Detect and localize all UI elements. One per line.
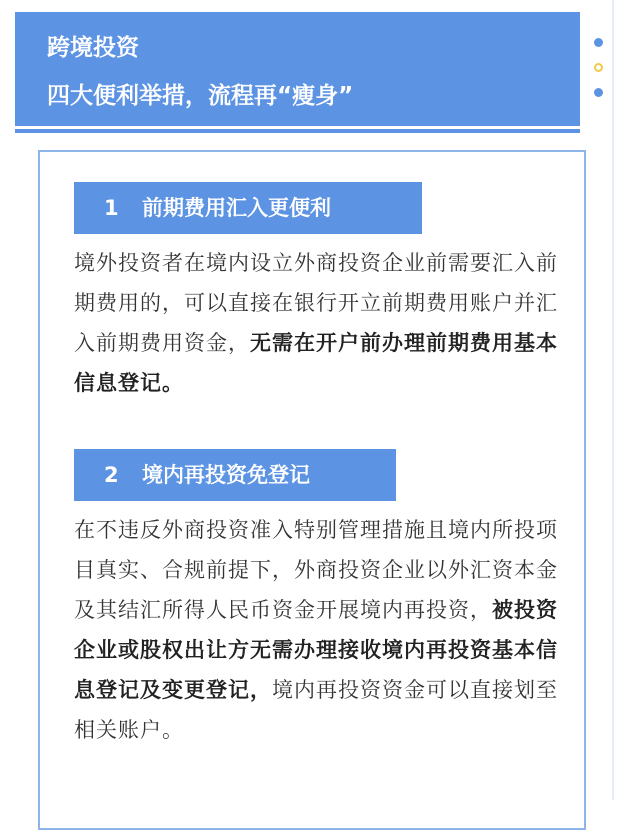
section-number: 1 bbox=[104, 196, 119, 220]
section-heading bbox=[74, 182, 422, 234]
dot-blue-icon bbox=[594, 38, 603, 47]
header-underline bbox=[15, 129, 580, 133]
body-bold-text: 被投资企业或股权出让方无需办理接收境内再投资基本信息登记及变更登记， bbox=[74, 598, 558, 702]
body-bold-text: 无需在开户前办理前期费用基本信息登记。 bbox=[74, 331, 558, 395]
section-heading bbox=[74, 449, 396, 501]
header-subtitle: 四大便利举措，流程再“瘦身” bbox=[47, 83, 354, 109]
section-number: 2 bbox=[104, 463, 119, 487]
section-body bbox=[74, 510, 564, 750]
body-regular-text: 在不违反外商投资准入特别管理措施且境内所投项目真实、合规前提下，外商投资企业以外汇资本金及其结汇所得人民币资金开展境内再投资， bbox=[74, 518, 558, 622]
side-rule bbox=[612, 0, 614, 800]
body-regular-text: 境外投资者在境内设立外商投资企业前需要汇入前期费用的，可以直接在银行开立前期费用账户并汇入前期费用资金， bbox=[74, 251, 558, 355]
content-panel bbox=[38, 150, 586, 830]
body-tail-text: 境内再投资资金可以直接划至相关账户。 bbox=[74, 678, 558, 742]
section-title: 前期费用汇入更便利 bbox=[142, 196, 331, 220]
header-title: 跨境投资 bbox=[47, 35, 139, 61]
article-header bbox=[15, 12, 580, 126]
section-prepaid-fees bbox=[74, 182, 564, 403]
section-body bbox=[74, 243, 564, 403]
dot-blue-icon bbox=[594, 88, 603, 97]
side-dots bbox=[590, 38, 606, 113]
section-title: 境内再投资免登记 bbox=[142, 463, 310, 487]
dot-ring-icon bbox=[594, 63, 603, 72]
section-reinvestment bbox=[74, 449, 564, 750]
